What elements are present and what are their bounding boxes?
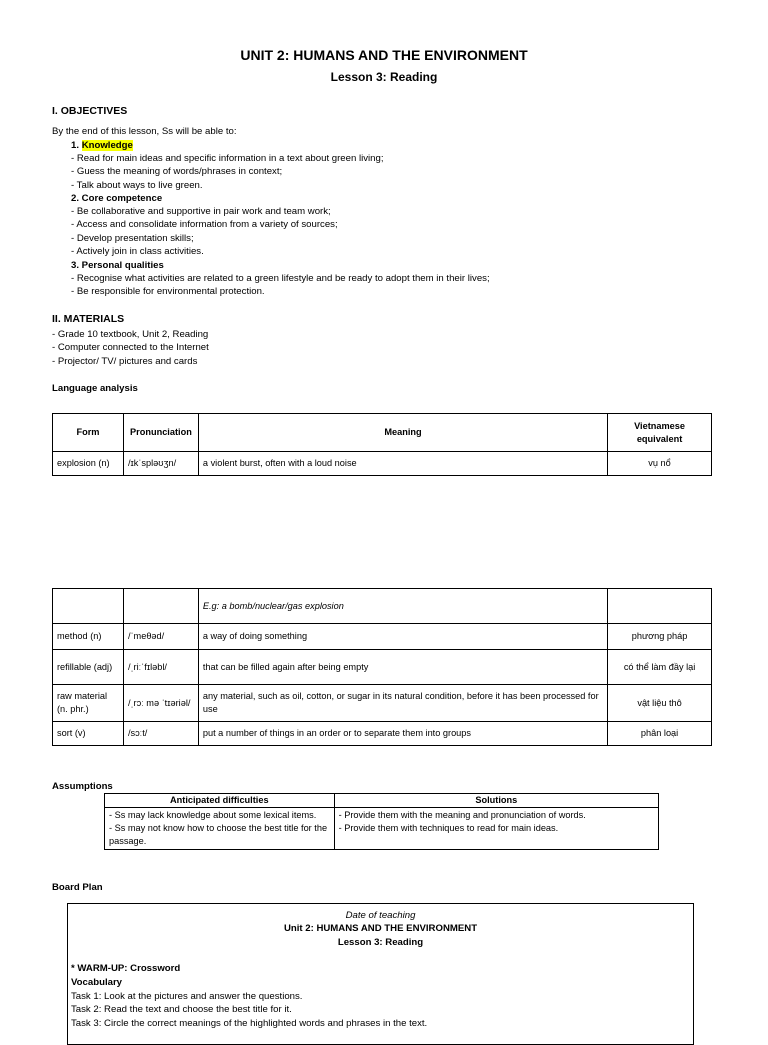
- list-item: - Develop presentation skills;: [71, 232, 194, 244]
- page-subtitle: Lesson 3: Reading: [330, 70, 438, 84]
- header-meaning: Meaning: [198, 414, 607, 452]
- board-plan-label: Board Plan: [52, 882, 103, 893]
- language-analysis-label: Language analysis: [52, 383, 138, 394]
- cell-pronunciation: /ɪkˈspləʊʒn/: [123, 452, 198, 476]
- objectives-intro: By the end of this lesson, Ss will be able to:: [52, 126, 237, 137]
- cell-form: raw material (n. phr.): [53, 685, 124, 722]
- cell-solutions: [334, 808, 658, 850]
- list-item: - Actively join in class activities.: [71, 245, 204, 257]
- table-row: [53, 685, 712, 722]
- list-item: - Be collaborative and supportive in pair work and team work;: [71, 206, 331, 217]
- warmup-label: * WARM-UP: Crossword: [71, 963, 181, 974]
- list-item: - Provide them with the meaning and pronunciation of words.: [338, 810, 586, 820]
- table-header-row: [105, 794, 659, 808]
- cell-form: method (n): [53, 624, 124, 650]
- list-item: - Provide them with techniques to read for main ideas.: [338, 823, 559, 833]
- list-item: - Be responsible for environmental protection.: [71, 286, 265, 298]
- cell-vietnamese: có thể làm đầy lại: [608, 650, 712, 685]
- table-row: [53, 722, 712, 746]
- materials-heading: II. MATERIALS: [52, 313, 125, 325]
- date-of-teaching: Date of teaching: [345, 910, 416, 921]
- list-item: - Talk about ways to live green.: [71, 179, 203, 191]
- cell-example: E.g: a bomb/nuclear/gas explosion: [198, 589, 607, 624]
- task-item: Task 1: Look at the pictures and answer the questions.: [71, 991, 303, 1002]
- cell-pronunciation: /ˌrɔː mə ˈtɪəriəl/: [123, 685, 198, 722]
- table-row: [105, 808, 659, 850]
- objectives-heading: I. OBJECTIVES: [52, 105, 128, 117]
- vocabulary-label: Vocabulary: [71, 977, 123, 988]
- list-item: - Computer connected to the Internet: [52, 342, 209, 354]
- table-row: [53, 650, 712, 685]
- board-lesson-title: Lesson 3: Reading: [337, 937, 424, 948]
- personal-qualities-label: 3. Personal qualities: [71, 260, 164, 271]
- header-difficulties: Anticipated difficulties: [105, 794, 335, 808]
- table-header-row: [53, 414, 712, 452]
- assumptions-table: [104, 793, 659, 850]
- table-row: [53, 624, 712, 650]
- board-unit-title: Unit 2: HUMANS AND THE ENVIRONMENT: [283, 923, 478, 934]
- cell-form: sort (v): [53, 722, 124, 746]
- empty-cell: [608, 589, 712, 624]
- cell-difficulties: [105, 808, 335, 850]
- task-item: Task 3: Circle the correct meanings of the highlighted words and phrases in the text.: [71, 1018, 428, 1029]
- list-item: - Grade 10 textbook, Unit 2, Reading: [52, 329, 209, 340]
- table-row: [53, 452, 712, 476]
- task-item: Task 2: Read the text and choose the best title for it.: [71, 1004, 292, 1015]
- cell-vietnamese: vật liệu thô: [608, 685, 712, 722]
- cell-pronunciation: /sɔːt/: [123, 722, 198, 746]
- header-solutions: Solutions: [334, 794, 658, 808]
- list-item: - Access and consolidate information from a variety of sources;: [71, 219, 338, 231]
- table-row: [53, 589, 712, 624]
- cell-meaning: a violent burst, often with a loud noise: [198, 452, 607, 476]
- cell-meaning: put a number of things in an order or to separate them into groups: [198, 722, 607, 746]
- list-item: - Read for main ideas and specific information in a text about green living;: [71, 153, 384, 164]
- core-competence-list: [71, 205, 338, 258]
- list-item: - Guess the meaning of words/phrases in context;: [71, 166, 283, 178]
- cell-vietnamese: vụ nổ: [608, 452, 712, 476]
- core-competence-label: 2. Core competence: [71, 193, 163, 204]
- cell-pronunciation: /ˌriːˈfɪləbl/: [123, 650, 198, 685]
- cell-meaning: a way of doing something: [198, 624, 607, 650]
- list-item: - Ss may lack knowledge about some lexical items.: [109, 810, 317, 820]
- list-item: - Projector/ TV/ pictures and cards: [52, 355, 198, 367]
- empty-cell: [53, 589, 124, 624]
- cell-meaning: that can be filled again after being empty: [198, 650, 607, 685]
- knowledge-number: 1.: [71, 140, 80, 151]
- empty-cell: [123, 589, 198, 624]
- list-item: - Recognise what activities are related to a green lifestyle and be ready to adopt them in their lives;: [71, 273, 490, 284]
- language-table-part2: [52, 588, 712, 746]
- header-form: Form: [53, 414, 124, 452]
- header-vietnamese: Vietnamese equivalent: [608, 414, 712, 452]
- materials-list: [52, 328, 209, 368]
- page-title: UNIT 2: HUMANS AND THE ENVIRONMENT: [240, 47, 528, 63]
- cell-vietnamese: phân loại: [608, 722, 712, 746]
- list-item: - Ss may not know how to choose the best title for the passage.: [109, 823, 328, 846]
- personal-qualities-list: [71, 272, 490, 299]
- knowledge-label: [71, 139, 133, 152]
- language-table-part1: [52, 413, 712, 476]
- knowledge-list: [71, 152, 384, 192]
- cell-form: explosion (n): [53, 452, 124, 476]
- assumptions-label: Assumptions: [52, 781, 113, 792]
- cell-meaning: any material, such as oil, cotton, or sugar in its natural condition, before it has been processed for use: [198, 685, 607, 722]
- knowledge-highlight: Knowledge: [81, 140, 133, 151]
- cell-vietnamese: phương pháp: [608, 624, 712, 650]
- header-pronunciation: Pronunciation: [123, 414, 198, 452]
- cell-pronunciation: /ˈmeθəd/: [123, 624, 198, 650]
- cell-form: refillable (adj): [53, 650, 124, 685]
